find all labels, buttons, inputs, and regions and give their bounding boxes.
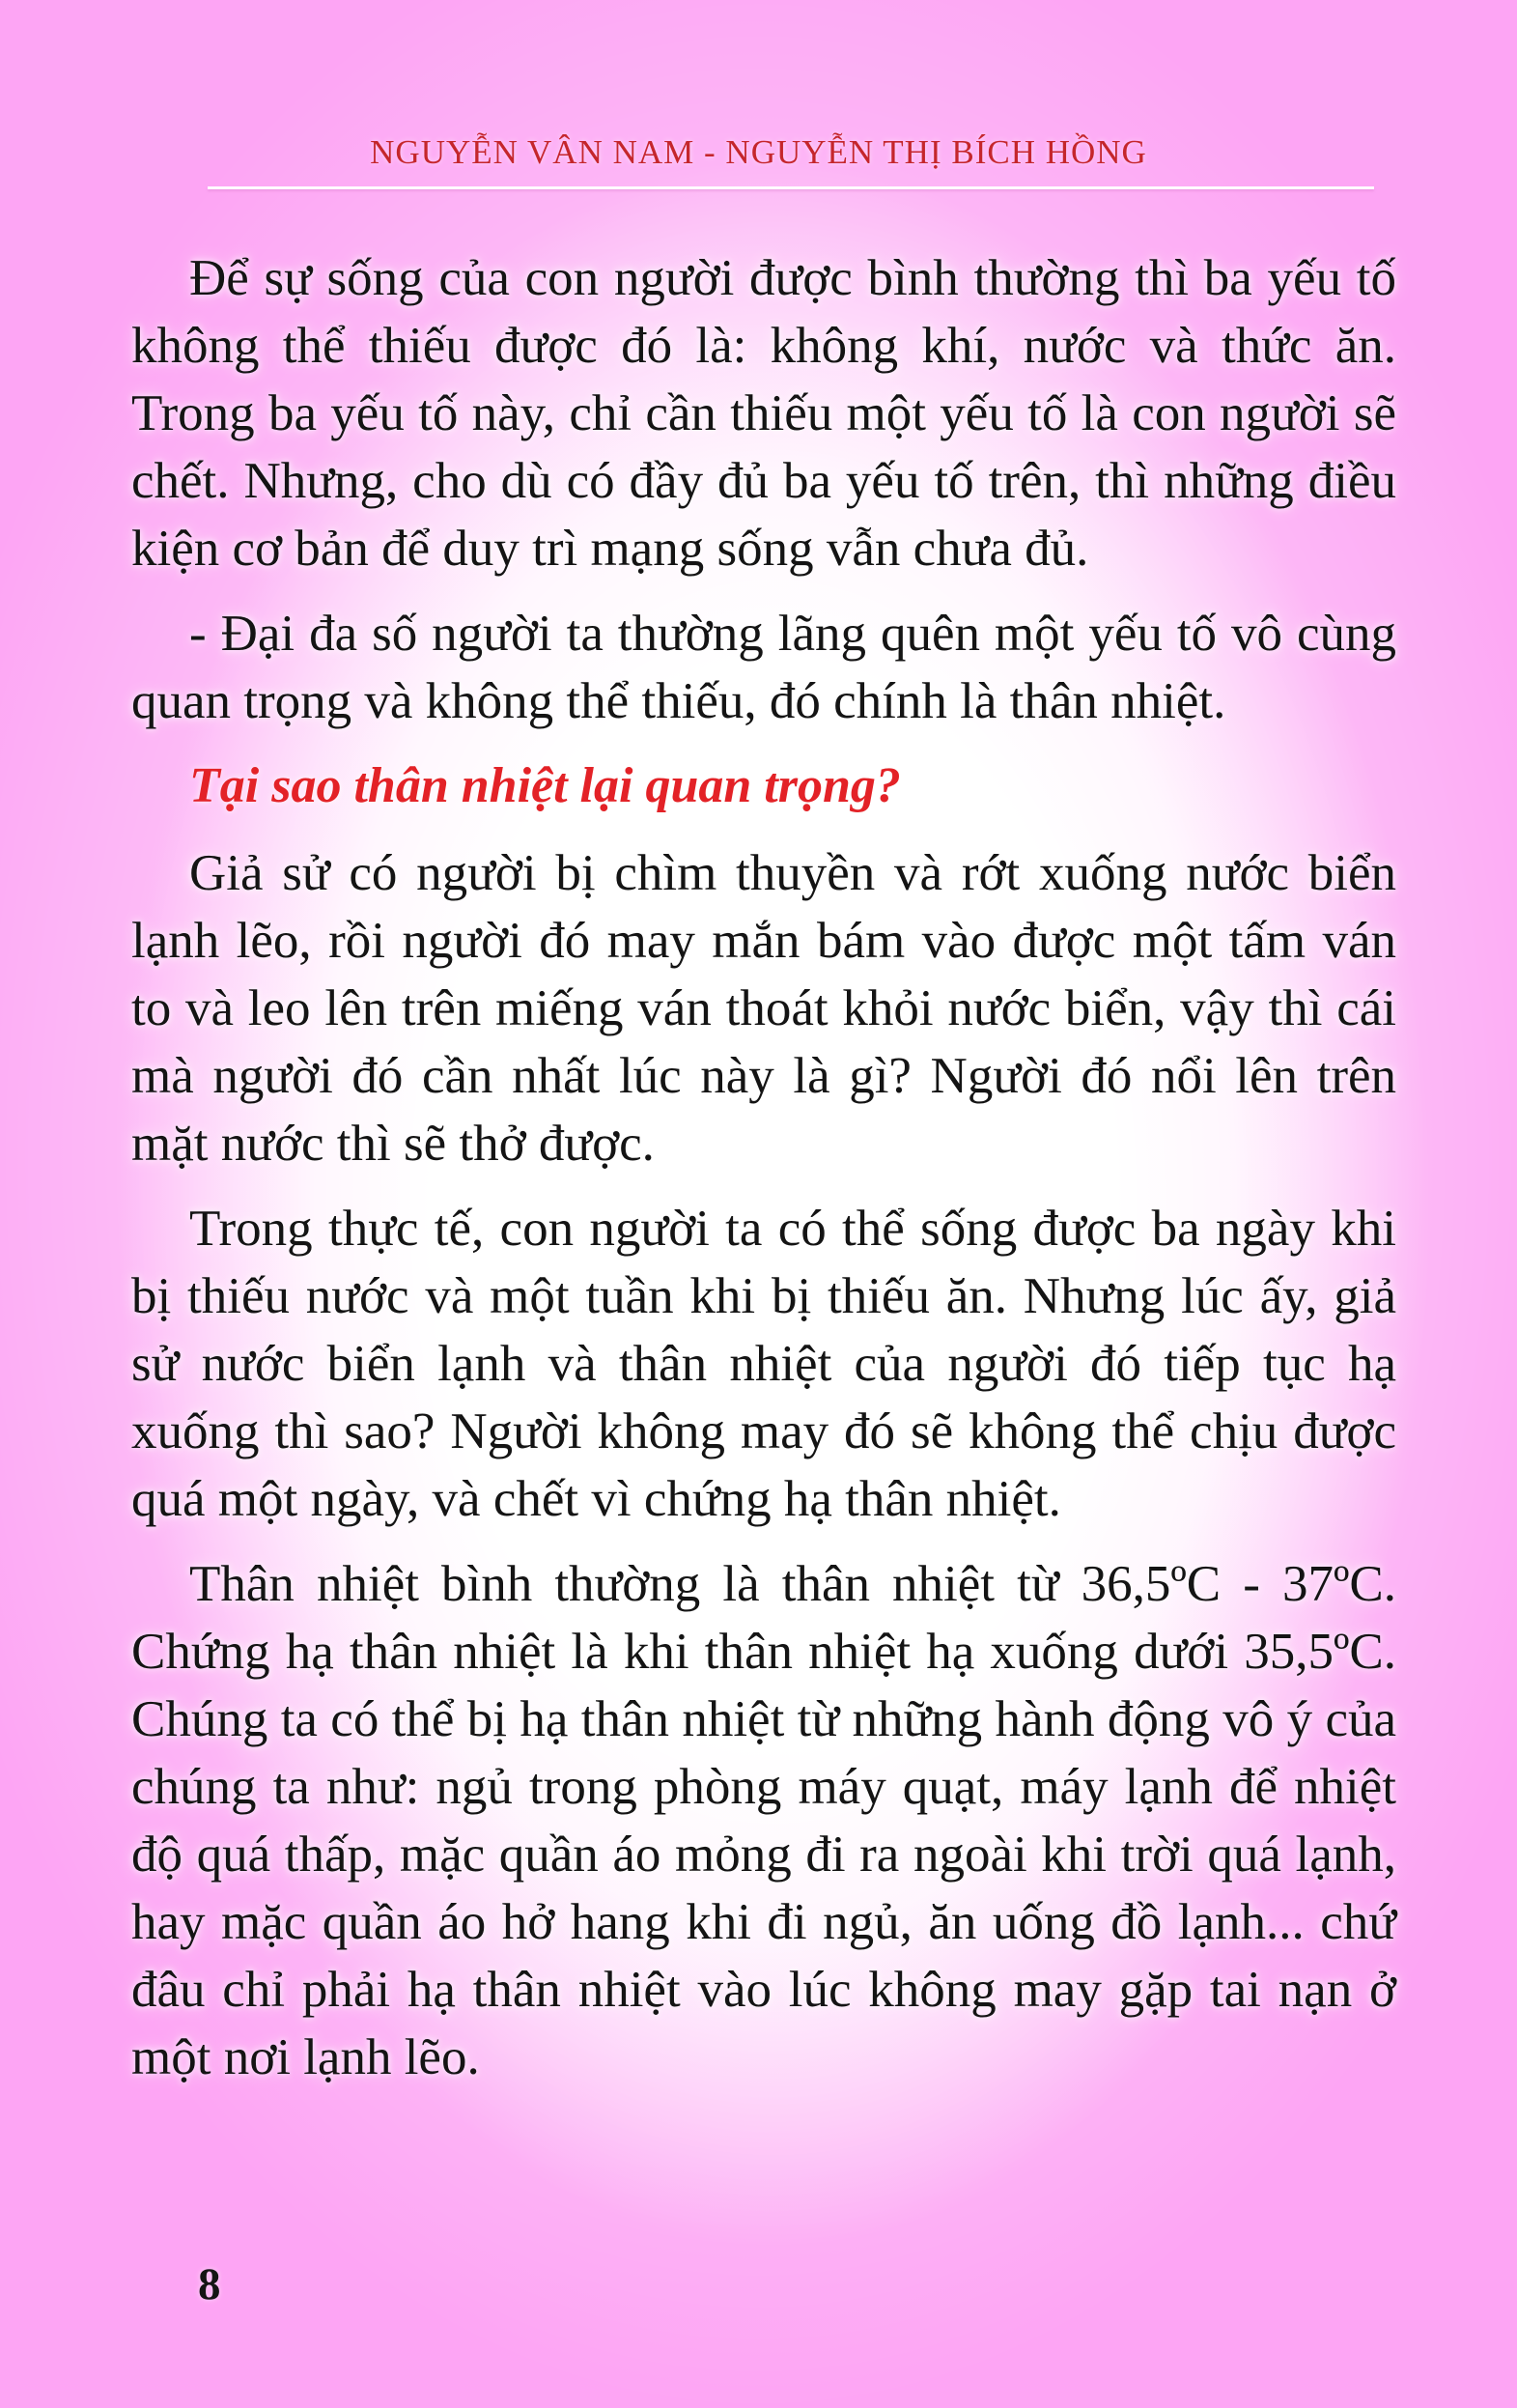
page-body-text [131,244,1396,2109]
paragraph-normal-temperature: Thân nhiệt bình thường là thân nhiệt từ 36,5ºC - 37ºC. Chứng hạ thân nhiệt là khi thân nhiệt hạ xuống dưới 35,5ºC. Chúng ta có thể bị hạ thân nhiệt từ những hành động vô ý của chúng ta như: ngủ trong phòng máy quạt, máy lạnh để nhiệt độ quá thấp, mặc quần áo mỏng đi ra ngoài khi trời quá lạnh, hay mặc quần áo hở hang khi đi ngủ, ăn uống đồ lạnh... chứ đâu chỉ phải hạ thân nhiệt vào lúc không may gặp tai nạn ở một nơi lạnh lẽo. [131,1556,1396,2085]
paragraph-forgotten-factor: - Đại đa số người ta thường lãng quên một yếu tố vô cùng quan trọng và không thể thiếu, đó chính là thân nhiệt. [131,606,1396,729]
paragraph-intro-three-factors: Để sự sống của con người được bình thường thì ba yếu tố không thể thiếu được đó là: không khí, nước và thức ăn. Trong ba yếu tố này, chỉ cần thiếu một yếu tố là con người sẽ chết. Nhưng, cho dù có đầy đủ ba yếu tố trên, thì những điều kiện cơ bản để duy trì mạng sống vẫn chưa đủ. [131,250,1396,577]
header-divider-line [208,186,1374,189]
running-header [0,133,1517,172]
header-author-names: NGUYỄN VÂN NAM - NGUYỄN THỊ BÍCH HỒNG [370,133,1147,171]
page-number: 8 [198,2259,221,2309]
paragraph-shipwreck-example: Giả sử có người bị chìm thuyền và rớt xuống nước biển lạnh lẽo, rồi người đó may mắn bám vào được một tấm ván to và leo lên trên miếng ván thoát khỏi nước biển, vậy thì cái mà người đó cần nhất lúc này là gì? Người đó nổi lên trên mặt nước thì sẽ thở được. [131,845,1396,1172]
paragraph-survival-days: Trong thực tế, con người ta có thể sống được ba ngày khi bị thiếu nước và một tuần khi bị thiếu ăn. Nhưng lúc ấy, giả sử nước biển lạnh và thân nhiệt của người đó tiếp tục hạ xuống thì sao? Người không may đó sẽ không thể chịu được quá một ngày, và chết vì chứng hạ thân nhiệt. [131,1201,1396,1527]
section-heading: Tại sao thân nhiệt lại quan trọng? [189,758,901,813]
